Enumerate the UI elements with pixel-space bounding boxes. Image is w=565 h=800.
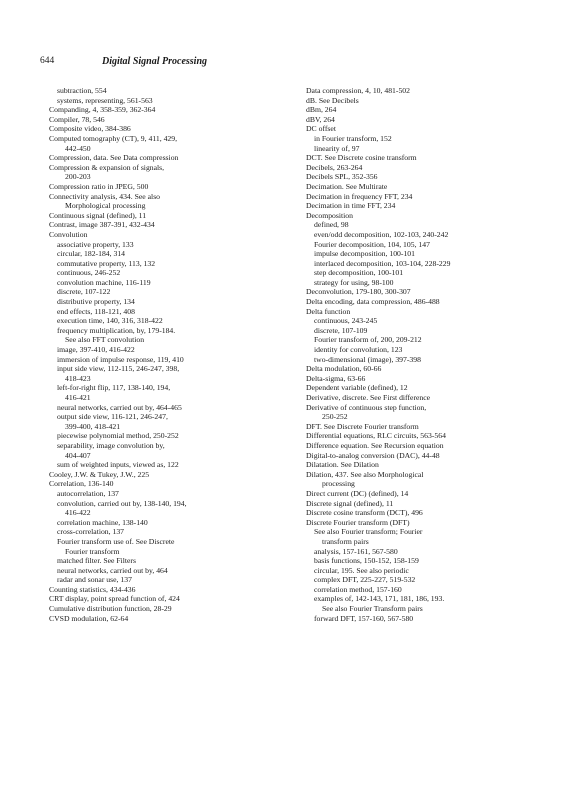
index-entry: examples of, 142-143, 171, 181, 186, 193. (314, 594, 445, 604)
index-entry: Decibels SPL, 352-356 (306, 172, 378, 182)
index-entry: DC offset (306, 124, 336, 134)
index-entry: frequency multiplication, by, 179-184. (57, 325, 176, 335)
index-entry: Delta function (306, 306, 351, 316)
index-entry: Fourier transform of, 200, 209-212 (314, 335, 422, 345)
index-entry: autocorrelation, 137 (57, 488, 119, 498)
index-entry: Dilatation. See Dilation (306, 460, 379, 470)
index-entry: two-dimensional (image), 397-398 (314, 354, 421, 364)
index-entry: continuous, 246-252 (57, 268, 121, 278)
index-entry: 399-400, 418-421 (65, 421, 121, 431)
index-entry: Decomposition (306, 210, 353, 220)
index-entry: 404-407 (65, 450, 91, 460)
index-entry: Derivative, discrete. See First difference (306, 393, 431, 402)
index-entry: systems, representing, 561-563 (57, 95, 153, 105)
index-entry: Compression & expansion of signals, (49, 162, 165, 172)
index-entry: identity for convolution, 123 (314, 345, 403, 355)
index-entry: execution time, 140, 316, 318-422 (57, 316, 163, 326)
index-entry: Discrete cosine transform (DCT), 496 (306, 508, 423, 518)
index-entry: input side view, 112-115, 246-247, 398, (57, 364, 180, 374)
index-entry: sum of weighted inputs, viewed as, 122 (57, 460, 179, 470)
index-column-left (49, 86, 281, 623)
index-entry: Difference equation. See Recursion equation (306, 440, 444, 450)
index-entry: Fourier transform use of. See Discrete (57, 536, 175, 546)
index-entry: 250-252 (322, 412, 348, 422)
index-entry: transform pairs (322, 536, 369, 546)
index-column-right (306, 86, 538, 623)
index-entry: subtraction, 554 (57, 86, 107, 95)
index-entry: cross-correlation, 137 (57, 527, 125, 537)
index-entry: Differential equations, RLC circuits, 563-564 (306, 431, 446, 441)
index-entry: Cooley, J.W. & Tukey, J.W., 225 (49, 469, 150, 479)
index-entry: radar and sonar use, 137 (57, 575, 132, 585)
index-entry: in Fourier transform, 152 (314, 133, 392, 143)
index-entry: basis functions, 150-152, 158-159 (314, 556, 419, 566)
index-entry: CRT display, point spread function of, 424 (49, 594, 180, 604)
index-entry: Counting statistics, 434-436 (49, 584, 136, 594)
index-entry: DCT. See Discrete cosine transform (306, 153, 417, 163)
index-entry: Decimation in time FFT, 234 (306, 201, 396, 211)
index-entry: analysis, 157-161, 567-580 (314, 546, 398, 556)
index-entry: linearity of, 97 (314, 143, 360, 153)
index-entry: Delta-sigma, 63-66 (306, 373, 366, 383)
index-entry: dB. See Decibels (306, 95, 359, 105)
index-entry: 416-422 (65, 508, 91, 518)
index-entry: separability, image convolution by, (57, 440, 165, 450)
index-entry: Composite video, 384-386 (49, 124, 131, 134)
index-entry: See also Fourier Transform pairs (322, 604, 423, 614)
index-entry: convolution machine, 116-119 (57, 277, 151, 287)
index-entry: Delta modulation, 60-66 (306, 364, 382, 374)
index-entry: distributive property, 134 (57, 297, 135, 307)
index-entry: end effects, 118-121, 408 (57, 306, 135, 316)
index-entry: 416-421 (65, 393, 91, 402)
index-entry: neural networks, carried out by, 464 (57, 565, 168, 575)
index-entry: See also FFT convolution (65, 335, 145, 345)
index-entry: CVSD modulation, 62-64 (49, 613, 129, 623)
index-entry: Contrast, image 387-391, 432-434 (49, 220, 155, 230)
index-entry: circular, 182-184, 314 (57, 249, 126, 259)
index-entry: Dilation, 437. See also Morphological (306, 469, 424, 479)
index-entry: processing (322, 479, 355, 489)
index-entry: impulse decomposition, 100-101 (314, 249, 415, 259)
index-entry: correlation machine, 138-140 (57, 517, 148, 527)
index-entry: Deconvolution, 179-180, 300-307 (306, 287, 411, 297)
index-entry: Fourier transform (65, 546, 120, 556)
index-entry: matched filter. See Filters (57, 556, 136, 566)
index-entry: complex DFT, 225-227, 519-532 (314, 575, 416, 585)
index-entry: neural networks, carried out by, 464-465 (57, 402, 182, 412)
index-entry: even/odd decomposition, 102-103, 240-242 (314, 229, 449, 239)
index-entry: Connectivity analysis, 434. See also (49, 191, 161, 201)
index-entry: Companding, 4, 358-359, 362-364 (49, 105, 156, 115)
index-entry: strategy for using, 98-100 (314, 277, 394, 287)
index-entry: See also Fourier transform; Fourier (314, 527, 423, 537)
index-entry: circular, 195. See also periodic (314, 565, 409, 575)
index-entry: Decibels, 263-264 (306, 162, 363, 172)
index-entry: Cumulative distribution function, 28-29 (49, 604, 172, 614)
index-entry: Dependent variable (defined), 12 (306, 383, 408, 393)
index-entry: 418-423 (65, 373, 91, 383)
index-entry: output side view, 116-121, 246-247, (57, 412, 168, 422)
index-entry: Decimation in frequency FFT, 234 (306, 191, 413, 201)
index-entry: Compiler, 78, 546 (49, 114, 105, 124)
index-entry: Delta encoding, data compression, 486-488 (306, 297, 440, 307)
index-entry: Decimation. See Multirate (306, 181, 388, 191)
index-entry: dBV, 264 (306, 114, 335, 124)
index-entry: Fourier decomposition, 104, 105, 147 (314, 239, 430, 249)
index-entry: continuous, 243-245 (314, 316, 378, 326)
index-entry: 200-203 (65, 172, 91, 182)
index-entry: forward DFT, 157-160, 567-580 (314, 613, 414, 623)
index-entry: immersion of impulse response, 119, 410 (57, 354, 184, 364)
index-entry: Data compression, 4, 10, 481-502 (306, 86, 410, 95)
index-entry: step decomposition, 100-101 (314, 268, 404, 278)
index-entry: associative property, 133 (57, 239, 134, 249)
index-entry: 442-450 (65, 143, 91, 153)
index-entry: Continuous signal (defined), 11 (49, 210, 147, 220)
index-entry: convolution, carried out by, 138-140, 194, (57, 498, 187, 508)
index-entry: Morphological processing (65, 201, 146, 211)
index-entry: discrete, 107-122 (57, 287, 111, 297)
index-entry: Convolution (49, 229, 88, 239)
index-entry: Computed tomography (CT), 9, 411, 429, (49, 133, 178, 143)
index-entry: Discrete signal (defined), 11 (306, 498, 394, 508)
index-entry: Digital-to-analog conversion (DAC), 44-48 (306, 450, 440, 460)
page-header (40, 56, 530, 70)
index-entry: piecewise polynomial method, 250-252 (57, 431, 179, 441)
index-entry: discrete, 107-109 (314, 325, 368, 335)
index-entry: Direct current (DC) (defined), 14 (306, 488, 409, 498)
index-entry: Discrete Fourier transform (DFT) (306, 517, 410, 527)
index-entry: Derivative of continuous step function, (306, 402, 427, 412)
index-entry: Compression ratio in JPEG, 500 (49, 181, 149, 191)
index-entry: interlaced decomposition, 103-104, 228-229 (314, 258, 451, 268)
running-title: Digital Signal Processing (102, 56, 208, 67)
index-entry: dBm, 264 (306, 105, 337, 115)
index-entry: left-for-right flip, 117, 138-140, 194, (57, 383, 171, 393)
index-entry: commutative property, 113, 132 (57, 258, 156, 268)
index-entry: image, 397-410, 416-422 (57, 345, 135, 355)
index-entry: Compression, data. See Data compression (49, 153, 179, 163)
index-entry: correlation method, 157-160 (314, 584, 402, 594)
page-number: 644 (40, 56, 55, 66)
index-entry: Correlation, 136-140 (49, 479, 114, 489)
index-entry: DFT. See Discrete Fourier transform (306, 421, 419, 431)
index-entry: defined, 98 (314, 220, 349, 230)
